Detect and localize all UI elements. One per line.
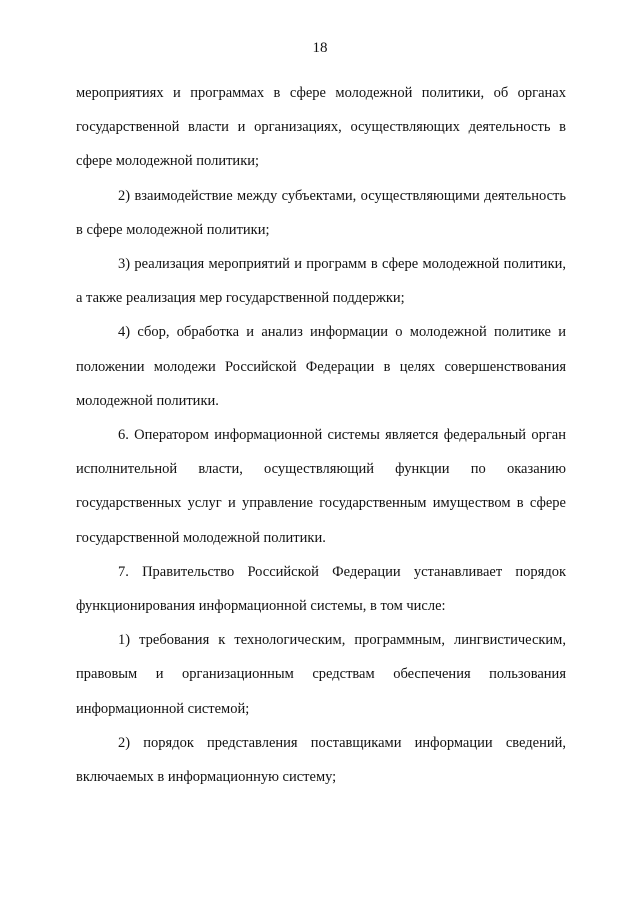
paragraph-continuation: мероприятиях и программах в сфере молодежной политики, об органах государственной власти и организациях, осуществляющих деятельность в сфере молодежной политики; bbox=[76, 85, 566, 170]
paragraph-section-6-operator: 6. Оператором информационной системы является федеральный орган исполнительной власти, осуществляющий функции по оказанию государственных услуг и управление государственным имуществом в сфере государственной молодежной политики. bbox=[76, 427, 566, 546]
paragraph-item-4-collection: 4) сбор, обработка и анализ информации о молодежной политике и положении молодежи Российской Федерации в целях совершенствования молодежной политики. bbox=[76, 324, 566, 409]
paragraph-section-7-government: 7. Правительство Российской Федерации устанавливает порядок функционирования информационной системы, в том числе: bbox=[76, 563, 566, 615]
page-number: 18 bbox=[312, 40, 328, 56]
paragraph-item-2-procedure: 2) порядок представления поставщиками информации сведений, включаемых в информационную систему; bbox=[76, 734, 566, 786]
document-body bbox=[76, 76, 566, 794]
paragraph-item-2-interaction: 2) взаимодействие между субъектами, осуществляющими деятельность в сфере молодежной политики; bbox=[76, 187, 566, 238]
paragraph-item-1-requirements: 1) требования к технологическим, программным, лингвистическим, правовым и организационным средствам обеспечения пользования информационной системой; bbox=[76, 632, 566, 717]
paragraph-item-3-implementation: 3) реализация мероприятий и программ в сфере молодежной политики, а также реализация мер государственной поддержки; bbox=[76, 256, 566, 307]
